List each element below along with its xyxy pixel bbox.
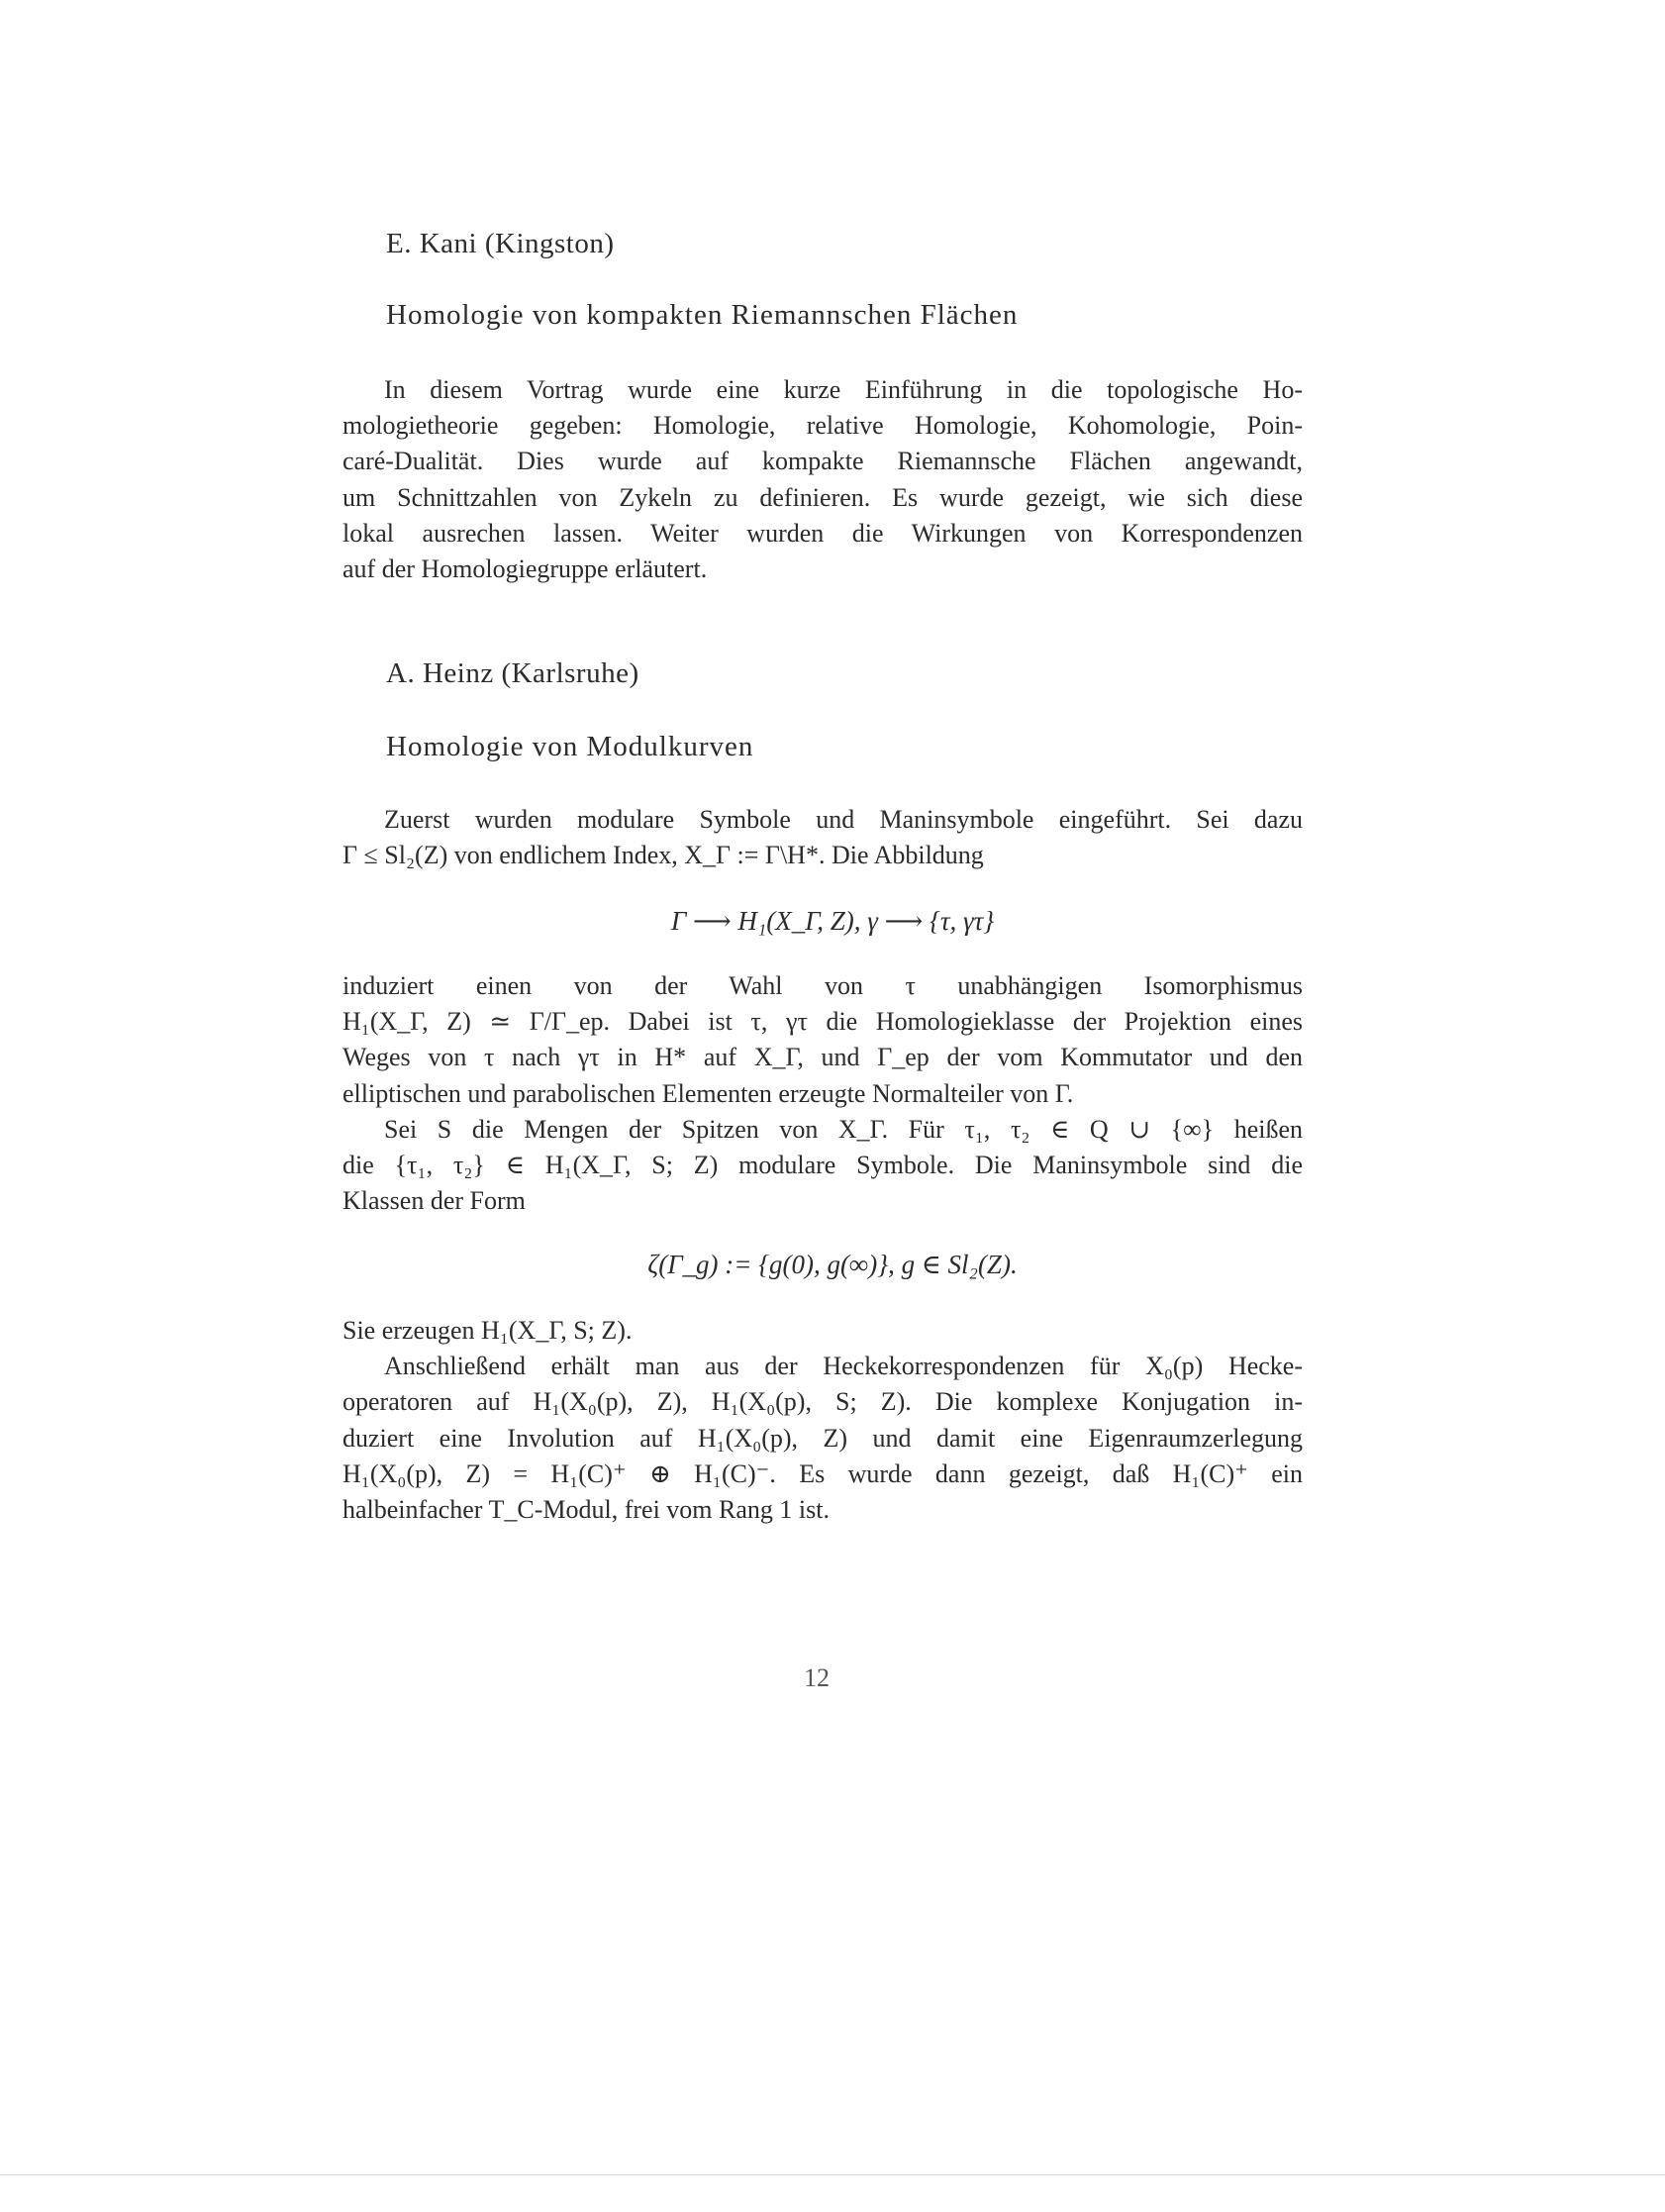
text-line: mologietheorie gegeben: Homologie, relative Homologie, Kohomologie, Poin- — [343, 411, 1303, 441]
text-line: Klassen der Form — [343, 1186, 526, 1216]
author-heading-2 — [386, 657, 639, 690]
text-line: induziert einen von der Wahl von τ unabhängigen Isomorphismus — [343, 971, 1303, 1000]
author-affiliation: (Karlsruhe) — [501, 657, 639, 689]
text-line: um Schnittzahlen von Zykeln zu definieren. Es wurde gezeigt, wie sich diese — [343, 482, 1303, 512]
text-line: Anschließend erhält man aus der Heckekorrespondenzen für X₀(p) Hecke- — [384, 1352, 1303, 1381]
text-line: caré-Dualität. Dies wurde auf kompakte Riemannsche Flächen angewandt, — [343, 447, 1303, 476]
text-line: auf der Homologiegruppe erläutert. — [343, 554, 708, 584]
text-line: lokal ausrechen lassen. Weiter wurden die Wirkungen von Korrespondenzen — [343, 518, 1303, 548]
text-line: halbeinfacher T_C-Modul, frei vom Rang 1 ist. — [343, 1495, 830, 1525]
text-line: die {τ₁, τ₂} ∈ H₁(X_Γ, S; Z) modulare Symbole. Die Maninsymbole sind die — [343, 1151, 1303, 1180]
author-heading-1 — [386, 228, 615, 260]
talk-title-2: Homologie von Modulkurven — [386, 731, 754, 762]
display-formula-1: Γ ⟶ H₁(X_Γ, Z), γ ⟶ {τ, γτ} — [670, 906, 995, 936]
text-line: elliptischen und parabolischen Elementen erzeugte Normalteiler von Γ. — [343, 1078, 1074, 1108]
text-line: Sie erzeugen H₁(X_Γ, S; Z). — [343, 1316, 633, 1345]
page-number: 12 — [804, 1663, 830, 1692]
text-line: Zuerst wurden modulare Symbole und Maninsymbole eingeführt. Sei dazu — [384, 805, 1303, 834]
text-line: H₁(X_Γ, Z) ≃ Γ/Γ_ep. Dabei ist τ, γτ die Homologieklasse der Projektion eines — [343, 1007, 1303, 1037]
text-line: Weges von τ nach γτ in H* auf X_Γ, und Γ_ep der vom Kommutator und den — [343, 1043, 1303, 1072]
author-affiliation: (Kingston) — [484, 228, 615, 259]
author-name: E. Kani — [386, 228, 478, 259]
abstract-paragraph-2-middle — [343, 968, 1303, 1219]
text-line: Γ ≤ Sl₂(Z) von endlichem Index, X_Γ := Γ\H*. Die Abbildung — [343, 841, 984, 870]
text-line: Sei S die Mengen der Spitzen von X_Γ. Für τ₁, τ₂ ∈ Q ∪ {∞} heißen — [384, 1114, 1303, 1144]
scan-edge-divider — [0, 2174, 1665, 2175]
author-name: A. Heinz — [386, 657, 494, 689]
text-line: duziert eine Involution auf H₁(X₀(p), Z) und damit eine Eigenraumzerlegung — [343, 1423, 1303, 1453]
text-line: In diesem Vortrag wurde eine kurze Einführung in die topologische Ho- — [384, 375, 1303, 404]
talk-title-1: Homologie von kompakten Riemannschen Flächen — [386, 299, 1019, 331]
abstract-paragraph-2-intro — [343, 802, 1303, 873]
display-formula-2: ζ(Γ_g) := {g(0), g(∞)}, g ∈ Sl₂(Z). — [647, 1250, 1018, 1279]
text-line: H₁(X₀(p), Z) = H₁(C)⁺ ⊕ H₁(C)⁻. Es wurde dann gezeigt, daß H₁(C)⁺ ein — [343, 1458, 1303, 1488]
abstract-paragraph-2-final — [343, 1313, 1303, 1528]
text-line: operatoren auf H₁(X₀(p), Z), H₁(X₀(p), S; Z). Die komplexe Konjugation in- — [343, 1387, 1303, 1417]
abstract-paragraph-1 — [343, 372, 1303, 587]
